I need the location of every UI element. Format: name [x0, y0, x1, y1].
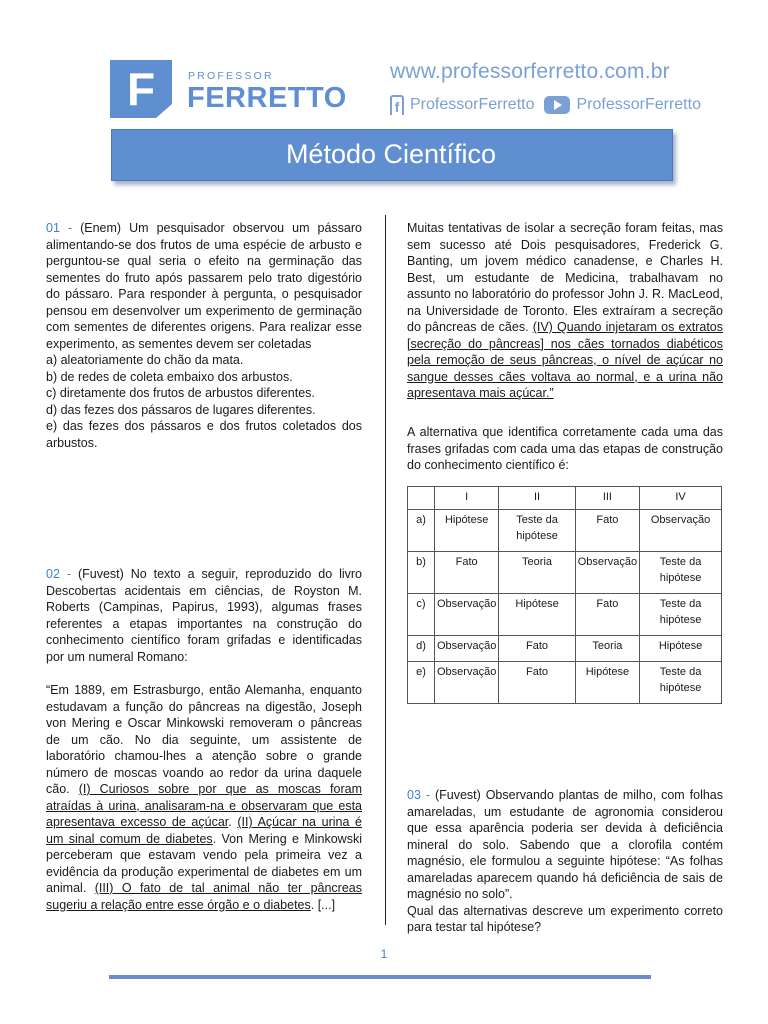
table-cell: e) [408, 662, 435, 704]
question-intro: (Fuvest) No texto a seguir, reproduzido do livro Descobertas acidentais em ciências, de Royston M. Roberts (Campinas, Papirus, 1993), algumas frases referentes a etapas importantes na construção do conhecimento científico foram grifadas e identificadas por um numeral Romano: [46, 567, 362, 664]
table-cell: Observação [435, 594, 499, 636]
table-cell: d) [408, 636, 435, 662]
quote-part: Muitas tentativas de isolar a secreção foram feitas, mas sem sucesso até Dois pesquisadores, Frederick G. Banting, um jovem médico canadense, e Charles H. Best, um estudante de Medicina, trabalhavam no assunto no laboratório do professor John J. R. MacLeod, na Universidade de Toronto. Eles extraíram a secreção do pâncreas de cães. [407, 221, 723, 334]
page-title: Método Científico [285, 139, 497, 169]
table-cell: a) [408, 510, 435, 552]
table-cell: b) [408, 552, 435, 594]
page-number: 1 [380, 947, 388, 961]
youtube-icon [544, 96, 570, 114]
underlined-phrase-4: (IV) Quando injetaram os extratos [secreção do pâncreas] nos cães tornados diabéticos pela remoção de seus pâncreas, o nível de açúcar no sangue desses cães voltava ao normal, e a urina não apresentava mais açúcar.” [407, 320, 723, 400]
question-intro: (Fuvest) Observando plantas de milho, com folhas amareladas, um estudante de agronomia considerou que essa aparência poderia ser devida à deficiência mineral do solo. Sabendo que a clorofila contém magnésio, ele formulou a seguinte hipótese: “As folhas amareladas aparecem quando há deficiência de sais de magnésio no solo”. [407, 788, 723, 901]
table-cell: Hipótese [499, 594, 575, 636]
table-cell: Teste da hipótese [640, 552, 722, 594]
question-number: 01 [46, 221, 60, 235]
logo-notch [156, 104, 172, 118]
option-e: e) das fezes dos pássaros e dos frutos coletados dos arbustos. [46, 419, 362, 450]
table-cell: Fato [499, 636, 575, 662]
quote-part: . Von Mering e Minkowski perceberam que estavam vendo pela primeira vez a evidência da produção experimental de diabetes em um animal. [46, 831, 362, 895]
question-text: Qual das alternativas descreve um experimento correto para testar tal hipótese? [407, 903, 723, 934]
footer-line [109, 975, 651, 979]
table-cell: Fato [575, 510, 639, 552]
table-cell: Teste da hipótese [640, 662, 722, 704]
quote-part: “Em 1889, em Estrasburgo, então Alemanha, enquanto estudavam a função do pâncreas na digestão, Joseph von Mering e Oscar Minkowski removeram o pâncreas de um cão. No dia seguinte, um assistente de laboratório chamou-lhes a atenção sobre o grande número de moscas voando ao redor da urina daquele cão. [46, 683, 362, 796]
question-dash: - [420, 788, 435, 802]
table-header-cell: II [499, 487, 575, 510]
table-header-cell [408, 487, 435, 510]
table-cell: Observação [435, 662, 499, 704]
question-3 [407, 787, 723, 936]
table-cell: Fato [435, 552, 499, 594]
table-row [408, 552, 722, 594]
table-cell: Observação [640, 510, 722, 552]
facebook-icon: f [390, 95, 404, 115]
quote-part: . [228, 815, 238, 829]
table-cell: Teste da hipótese [640, 594, 722, 636]
question-dash: - [59, 567, 78, 581]
table-row [408, 662, 722, 704]
table-cell: Hipótese [435, 510, 499, 552]
table-cell: Teoria [575, 636, 639, 662]
table-header-cell: IV [640, 487, 722, 510]
quote-continuation [407, 220, 723, 402]
table-cell: Fato [575, 594, 639, 636]
table-row [408, 636, 722, 662]
facebook-link[interactable]: ProfessorFerretto [410, 96, 535, 113]
question-dash: - [59, 221, 81, 235]
option-a: a) aleatoriamente do chão da mata. [46, 353, 244, 367]
site-url-link[interactable]: www.professorferretto.com.br [390, 60, 670, 83]
underlined-phrase-2: (II) Açúcar na urina é um sinal comum de diabetes [46, 815, 363, 846]
table-cell: Observação [575, 552, 639, 594]
social-links [390, 94, 701, 116]
table-header-cell: III [575, 487, 639, 510]
logo-letter: F [126, 63, 156, 115]
quote-text [46, 682, 362, 913]
brand-small: PROFESSOR [188, 70, 274, 82]
question-prompt: A alternativa que identifica corretamente cada uma das frases grifadas com cada uma das etapas de construção do conhecimento científico é: [407, 425, 723, 472]
table-header-row [408, 487, 722, 510]
table-cell: Hipótese [575, 662, 639, 704]
question-number: 02 [46, 567, 60, 581]
table-row [408, 510, 722, 552]
youtube-link[interactable]: ProfessorFerretto [576, 96, 701, 113]
question-number: 03 [407, 788, 421, 802]
option-b: b) de redes de coleta embaixo dos arbustos. [46, 369, 293, 384]
answer-table [407, 486, 722, 704]
brand-name: FERRETTO [187, 82, 347, 114]
table-header-cell: I [435, 487, 499, 510]
underlined-phrase-3: (III) O fato de tal animal não ter pâncreas sugeriu a relação entre esse órgão e o diabetes [46, 881, 362, 912]
quote-part: . [...] [310, 897, 336, 912]
table-cell: c) [408, 594, 435, 636]
underlined-phrase-1: (I) Curiosos sobre por que as moscas foram atraídas à urina, analisaram-na e observaram que esta apresentava excesso de açúcar [46, 782, 362, 829]
question-2 [46, 566, 362, 665]
table-cell: Fato [499, 662, 575, 704]
question-intro: (Enem) Um pesquisador observou um pássaro alimentando-se dos frutos de uma espécie de arbusto e perguntou-se qual seria o efeito na germinação das sementes do fruto após passarem pelo trato digestório do pássaro. Para responder à pergunta, o pesquisador pensou em desenvolver um experimento de germinação com sementes de diferentes origens. Para realizar esse experimento, as sementes devem ser coletadas [46, 221, 362, 351]
table-cell: Hipótese [640, 636, 722, 662]
table-cell: Observação [435, 636, 499, 662]
column-divider [385, 215, 386, 925]
option-c: c) diretamente dos frutos de arbustos diferentes. [46, 386, 315, 400]
question-1 [46, 220, 362, 451]
table-cell: Teoria [499, 552, 575, 594]
table-row [408, 594, 722, 636]
option-d: d) das fezes dos pássaros de lugares diferentes. [46, 402, 316, 417]
table-cell: Teste da hipótese [499, 510, 575, 552]
